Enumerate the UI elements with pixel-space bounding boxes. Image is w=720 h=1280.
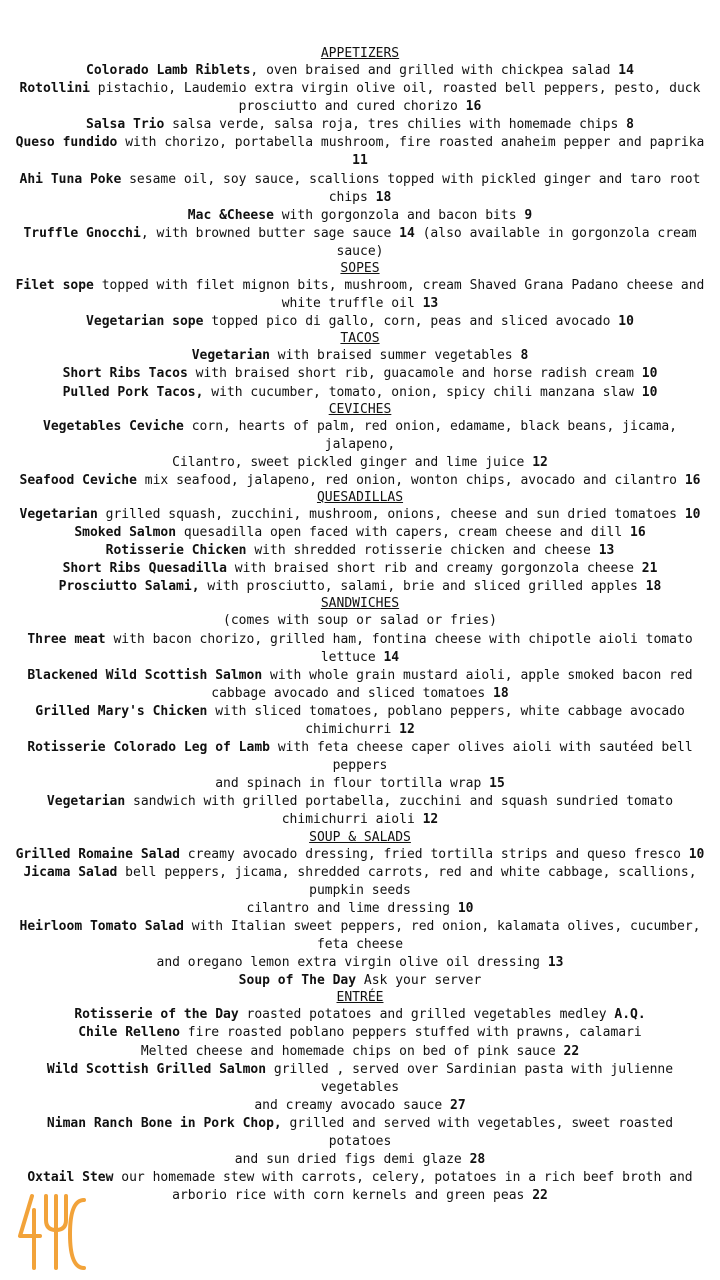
menu-section — [12, 46, 708, 261]
item-price: 13 — [598, 543, 615, 559]
item-description: Ask your server — [356, 973, 482, 989]
item-price: 18 — [375, 189, 392, 205]
item-name: Colorado Lamb Riblets — [86, 63, 251, 78]
section-title: SOUP & SALADS — [309, 829, 411, 845]
item-name: Truffle Gnocchi — [23, 225, 141, 241]
item-price: 10 — [618, 314, 634, 330]
item-price: 10 — [641, 384, 658, 400]
item-description: sandwich with grilled portabella, zucchini and squash sundried tomato chimichurri aioli — [125, 794, 674, 828]
item-name: Seafood Ceviche — [19, 472, 137, 488]
menu — [12, 46, 708, 1205]
menu-section — [12, 261, 708, 331]
item-price: 8 — [626, 117, 634, 133]
item-price: 12 — [532, 454, 548, 470]
item-description: , oven braised and grilled with chickpea salad — [250, 63, 611, 78]
item-name: Grilled Mary's Chicken — [35, 703, 208, 719]
item-name: Rotisserie Colorado Leg of Lamb — [27, 740, 270, 756]
item-name: Heirloom Tomato Salad — [19, 918, 184, 934]
item-name: Blackened Wild Scottish Salmon — [27, 667, 263, 683]
section-note: (comes with soup or salad or fries) — [223, 613, 497, 629]
item-price: 18 — [645, 579, 662, 595]
menu-item — [12, 560, 708, 578]
item-name: Pulled Pork Tacos, — [62, 384, 204, 400]
item-name: Rotisserie Chicken — [105, 543, 247, 559]
item-price: 11 — [352, 153, 368, 169]
menu-item — [12, 225, 708, 261]
item-name: Oxtail Stew — [27, 1170, 114, 1186]
menu-item — [12, 116, 708, 134]
menu-item — [12, 207, 708, 225]
item-name: Vegetarian — [191, 348, 270, 364]
menu-item — [12, 972, 708, 990]
item-name: Vegetarian — [46, 794, 126, 810]
menu-item — [12, 1169, 708, 1205]
item-description: mix seafood, jalapeno, red onion, wonton chips, avocado and cilantro — [136, 472, 677, 488]
item-description: topped with filet mignon bits, mushroom, cream Shaved Grana Padano cheese and white truffle oil — [93, 278, 705, 312]
item-price: 8 — [520, 348, 529, 364]
menu-item — [12, 1006, 708, 1024]
menu-item — [12, 918, 708, 972]
item-description-continued: Cilantro, sweet pickled ginger and lime juice — [172, 454, 525, 470]
fork-knife-logo-icon — [16, 1190, 88, 1272]
item-price: 15 — [489, 776, 505, 792]
menu-item — [12, 703, 708, 739]
item-description: corn, hearts of palm, red onion, edamame, black beans, jicama, jalapeno, — [183, 418, 677, 452]
item-price: 14 — [399, 225, 415, 241]
item-description: bell peppers, jicama, shredded carrots, red and white cabbage, scallions, pumpkin seeds — [117, 864, 697, 898]
item-name: Short Ribs Quesadilla — [62, 561, 227, 577]
item-price: 10 — [457, 900, 474, 916]
item-price: 10 — [688, 846, 705, 862]
item-price: 12 — [399, 722, 415, 737]
item-name: Vegetarian sope — [86, 314, 204, 330]
item-description: with braised short rib, guacamole and horse radish cream — [187, 366, 634, 382]
item-description: fire roasted poblano peppers stuffed with prawns, calamari — [179, 1025, 642, 1041]
item-name: Mac &Cheese — [187, 207, 274, 223]
menu-item — [12, 506, 708, 524]
item-price: 10 — [684, 506, 701, 522]
menu-item — [12, 62, 708, 80]
item-description: with braised summer vegetables — [269, 348, 513, 364]
item-name: Soup of The Day — [238, 973, 357, 989]
menu-item — [12, 578, 708, 596]
item-price: 16 — [465, 99, 482, 115]
item-description: with braised short rib and creamy gorgonzola cheese — [226, 561, 634, 577]
menu-item — [12, 846, 708, 864]
item-description: topped pico di gallo, corn, peas and sliced avocado — [203, 314, 611, 330]
item-description: with gorgonzola and bacon bits — [273, 207, 517, 223]
item-name: Jicama Salad — [23, 864, 118, 880]
item-name: Vegetarian — [19, 506, 98, 522]
menu-item — [12, 542, 708, 560]
item-description-continued: and oregano lemon extra virgin olive oil dressing — [156, 955, 541, 971]
section-title: CEVICHES — [328, 401, 392, 417]
item-price: 16 — [630, 525, 646, 541]
item-description: grilled squash, zucchini, mushroom, onions, cheese and sun dried tomatoes — [97, 506, 677, 522]
item-name: Queso fundido — [15, 135, 118, 151]
item-description: , with browned butter sage sauce — [140, 225, 392, 241]
menu-item — [12, 80, 708, 116]
item-description: grilled and served with vegetables, sweet roasted potatoes — [281, 1115, 674, 1149]
item-price: 27 — [450, 1097, 466, 1113]
menu-item — [12, 1115, 708, 1169]
item-name: Ahi Tuna Poke — [19, 171, 122, 187]
item-price: 22 — [563, 1043, 580, 1059]
item-name: Chile Relleno — [78, 1025, 180, 1041]
item-price: 13 — [422, 296, 439, 312]
item-name: Smoked Salmon — [74, 525, 177, 541]
item-name: Filet sope — [15, 278, 94, 294]
menu-item — [12, 277, 708, 313]
item-name: Vegetables Ceviche — [43, 418, 184, 434]
menu-section — [12, 596, 708, 829]
section-title: TACOS — [340, 331, 380, 347]
item-description: grilled , served over Sardinian pasta with julienne vegetables — [266, 1061, 674, 1095]
item-price: 18 — [493, 685, 509, 701]
item-description: with cucumber, tomato, onion, spicy chili manzana slaw — [203, 384, 634, 400]
item-description: with feta cheese caper olives aioli with sautéed bell peppers — [270, 740, 693, 774]
item-description: with shredded rotisserie chicken and cheese — [246, 543, 591, 559]
item-price: 13 — [547, 955, 564, 971]
item-name: Rotollini — [19, 81, 90, 97]
item-description-continued: Melted cheese and homemade chips on bed of pink sauce — [140, 1043, 556, 1059]
item-description: salsa verde, salsa roja, tres chilies with homemade chips — [164, 117, 619, 133]
item-description: roasted potatoes and grilled vegetables medley — [238, 1007, 607, 1023]
menu-section — [12, 490, 708, 596]
menu-item — [12, 313, 708, 331]
menu-item — [12, 472, 708, 490]
item-description: creamy avocado dressing, fried tortilla strips and queso fresco — [179, 846, 681, 862]
item-description: sesame oil, soy sauce, scallions topped with pickled ginger and taro root chips — [121, 171, 701, 205]
item-price: 16 — [684, 472, 701, 488]
section-title: APPETIZERS — [320, 46, 400, 61]
menu-item — [12, 864, 708, 918]
item-description-continued: and sun dried figs demi glaze — [234, 1152, 462, 1168]
item-description-continued: and spinach in flour tortilla wrap — [215, 776, 482, 792]
menu-item — [12, 1061, 708, 1115]
item-price: 21 — [641, 561, 658, 577]
item-price: 12 — [422, 812, 439, 828]
item-price: 28 — [469, 1152, 486, 1168]
menu-item — [12, 667, 708, 703]
item-description: quesadilla open faced with capers, cream cheese and dill — [176, 525, 623, 541]
menu-section — [12, 830, 708, 991]
menu-item — [12, 631, 708, 667]
item-price: 22 — [532, 1188, 548, 1204]
item-description-continued: cilantro and lime dressing — [246, 900, 450, 916]
menu-item — [12, 1024, 708, 1060]
section-title: ENTRÉE — [336, 990, 384, 1006]
item-description: with bacon chorizo, grilled ham, fontina cheese with chipotle aioli tomato lettuce — [105, 631, 693, 665]
menu-section — [12, 331, 708, 401]
item-name: Rotisserie of the Day — [74, 1007, 239, 1023]
menu-item — [12, 793, 708, 829]
item-description: with chorizo, portabella mushroom, fire roasted anaheim pepper and paprika — [117, 135, 705, 151]
item-price: 9 — [524, 207, 533, 223]
item-name: Wild Scottish Grilled Salmon — [46, 1061, 267, 1077]
item-description: our homemade stew with carrots, celery, potatoes in a rich beef broth and arborio rice with corn kernels and green peas — [113, 1170, 693, 1204]
item-description: pistachio, Laudemio extra virgin olive oil, roasted bell peppers, pesto, duck prosciutto and cured chorizo — [89, 81, 701, 115]
item-name: Three meat — [27, 631, 106, 647]
item-description: with whole grain mustard aioli, apple smoked bacon red cabbage avocado and sliced tomatoes — [211, 667, 693, 701]
item-note: (also available in gorgonzola cream sauce) — [336, 225, 697, 259]
menu-item — [12, 739, 708, 793]
menu-section — [12, 402, 708, 490]
item-price: 10 — [641, 366, 658, 382]
item-description: with Italian sweet peppers, red onion, kalamata olives, cucumber, feta cheese — [183, 918, 701, 953]
item-name: Grilled Romaine Salad — [15, 846, 180, 862]
menu-item — [12, 171, 708, 207]
menu-item — [12, 134, 708, 170]
item-name: Salsa Trio — [86, 117, 165, 133]
item-price: A.Q. — [614, 1007, 646, 1023]
section-title: SOPES — [340, 261, 380, 277]
section-title: SANDWICHES — [320, 596, 400, 612]
item-description-continued: and creamy avocado sauce — [254, 1097, 443, 1113]
item-price: 14 — [618, 63, 634, 78]
item-description: with sliced tomatoes, poblano peppers, white cabbage avocado chimichurri — [207, 703, 685, 737]
menu-item — [12, 384, 708, 402]
item-name: Niman Ranch Bone in Pork Chop, — [46, 1115, 282, 1131]
menu-item — [12, 365, 708, 383]
section-title: QUESADILLAS — [316, 489, 404, 505]
menu-section — [12, 990, 708, 1205]
item-name: Short Ribs Tacos — [62, 366, 188, 382]
menu-item — [12, 347, 708, 365]
item-price: 14 — [383, 649, 400, 665]
item-description: with prosciutto, salami, brie and sliced grilled apples — [199, 579, 638, 595]
item-name: Prosciutto Salami, — [58, 579, 200, 595]
menu-item — [12, 524, 708, 542]
menu-item — [12, 418, 708, 472]
